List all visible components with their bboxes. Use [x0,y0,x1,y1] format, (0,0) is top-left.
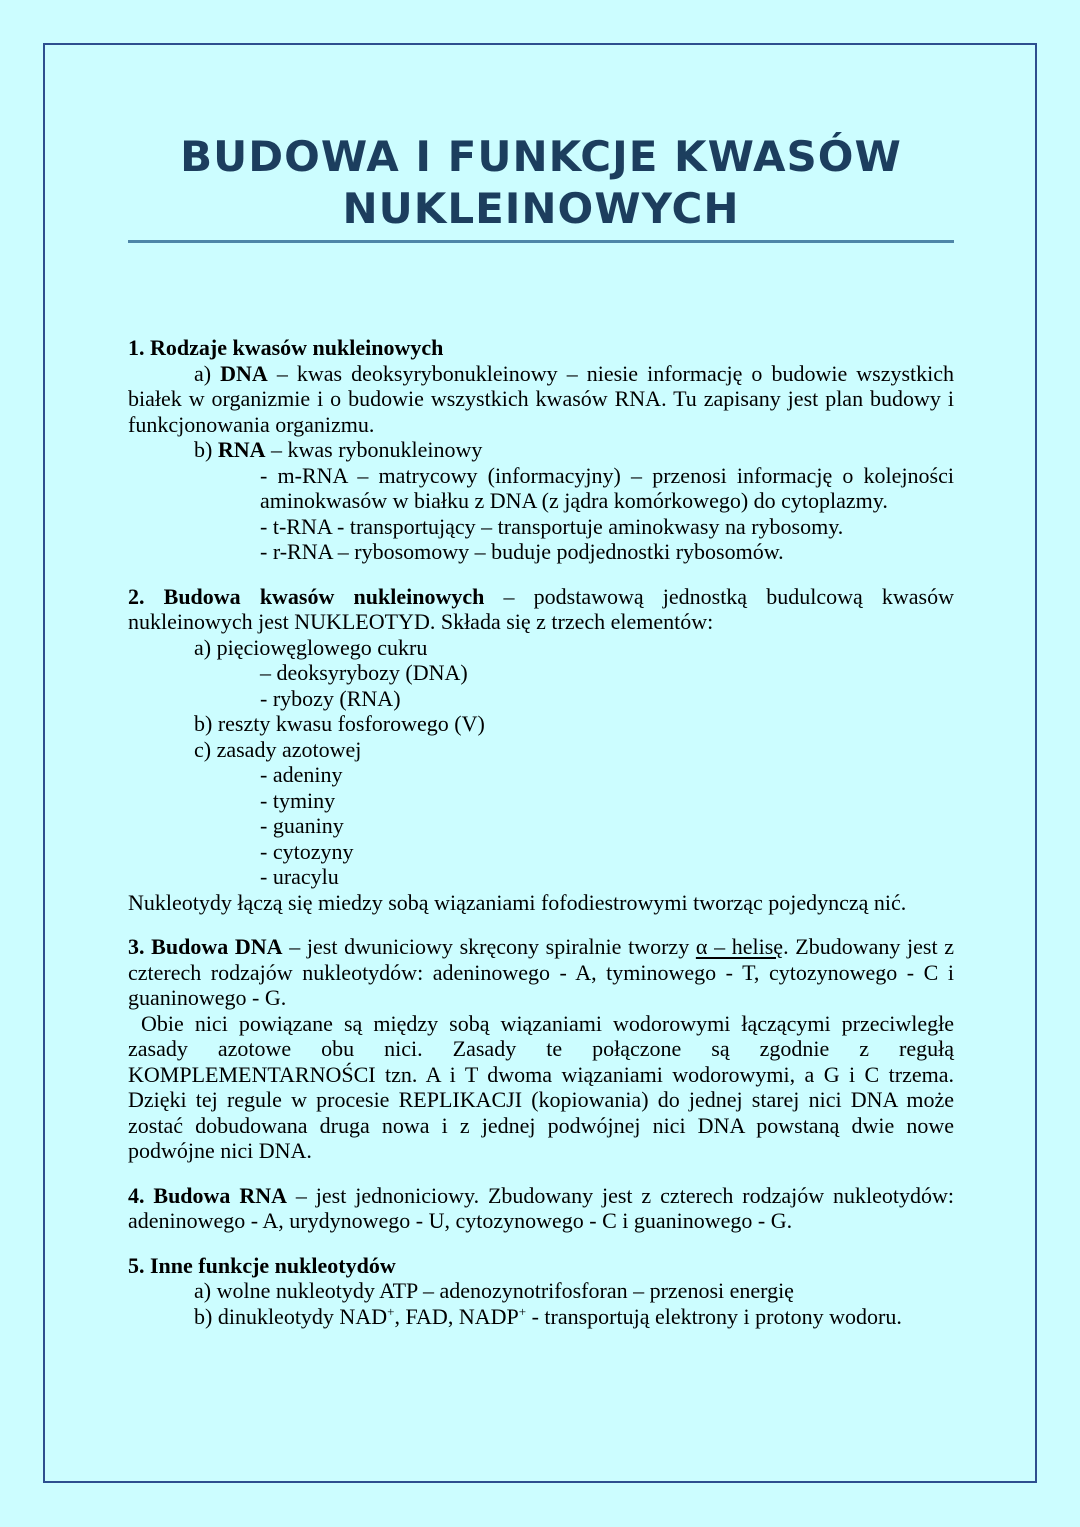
item-b-part-2: , FAD, NADP [394,1303,519,1329]
section-1 [128,335,954,565]
section-2-sub-adeniny: - adeniny [260,762,343,787]
section-3-heading-bold: 3. Budowa DNA [128,934,283,959]
page-border-frame [43,43,1037,1483]
item-b-part-3: - transportują elektrony i protony wodoru. [526,1303,902,1329]
document-title [128,131,954,235]
section-2-heading-bold: 2. Budowa kwasów nukleinowych [128,583,485,609]
section-2-sub-rybozy: - rybozy (RNA) [260,685,401,711]
section-4-heading-bold: 4. Budowa RNA [128,1182,287,1208]
section-2-sub-guaniny: - guaniny [260,813,344,838]
section-5-heading [128,1253,954,1279]
nadp-plus-superscript: + [518,1303,527,1319]
item-a-text: – kwas deoksyrybonukleinowy – niesie informację o budowie wszystkich białek w organizmie i o budowie wszystkich kwasów RNA. Tu zapisany jest plan budowy i funkcjonowania organizmu. [128,360,955,437]
section-5-heading-text: 5. Inne funkcje nukleotydów [128,1252,396,1278]
section-2-note: Nukleotydy łączą się miedzy sobą wiązaniami fofodiestrowymi tworząc pojedynczą nić. [128,889,907,915]
section-3 [128,934,954,1164]
section-1-heading-text: 1. Rodzaje kwasów nukleinowych [128,335,444,360]
section-5-item-b [194,1304,954,1330]
section-4 [128,1183,954,1234]
section-2-item-c: c) zasady azotowej [194,736,362,762]
section-3-alpha-helix-underlined: α – helisę [695,934,784,959]
section-4-paragraph [128,1183,954,1234]
title-underline-rule [128,240,954,243]
item-b-text: – kwas rybonukleinowy [265,437,483,462]
section-2-item-a: a) pięciowęglowego cukru [194,634,428,660]
section-5-item-a: a) wolne nukleotydy ATP – adenozynotrifosforan – przenosi energię [194,1278,794,1303]
section-3-paragraph-2: Obie nici powiązane są między sobą wiązaniami wodorowymi łączącymi przeciwległe zasady azotowe obu nici. Zasady te połączone są zgodnie z regułą KOMPLEMENTARNOŚCI tzn. A i T dwoma wiązaniami wodorowymi, a G i C trzema. Dzięki tej regule w procesie REPLIKACJI (kopiowania) do jednej starej nici DNA może zostać dobudowana druga nowa i z jednej podwójnej nici DNA powstaną dwie nowe podwójne nici DNA. [128,1010,954,1163]
section-2-sub-deoksyrybozy: – deoksyrybozy (DNA) [260,660,468,685]
section-3-text-1: – jest dwuniciowy skręcony spiralnie tworzy [282,934,696,959]
section-2-item-b: b) reszty kwasu fosforowego (V) [194,711,485,736]
section-1-heading [128,335,954,361]
section-2-sub-cytozyny: - cytozyny [260,838,354,864]
section-1-sub-rrna: - r-RNA – rybosomowy – buduje podjednostki rybosomów. [260,539,784,564]
section-2-heading-rest: – podstawową jednostką budulcową kwasów nukleinowych jest NUKLEOTYD. Składa się z trzech elementów: [128,583,954,634]
nad-plus-superscript: + [387,1303,395,1319]
title-line-2: NUKLEINOWYCH [342,184,740,233]
title-line-1: BUDOWA I FUNKCJE KWASÓW [180,132,902,181]
item-b-term-rna: RNA [217,437,266,462]
section-4-text: – jest jednoniciowy. Zbudowany jest z czterech rodzajów nukleotydów: adeninowego - A, urydynowego - U, cytozynowego - C i guaninowego - G. [128,1182,954,1233]
text-column [45,131,1035,1329]
item-b-label: b) [194,437,218,462]
section-2-sub-tyminy: - tyminy [260,787,336,813]
section-2-sub-uracylu: - uracylu [260,864,339,889]
item-b-part-1: b) dinukleotydy NAD [194,1303,388,1329]
section-1-item-a [128,361,954,438]
item-a-term-dna: DNA [220,360,268,386]
document-body [128,335,954,1329]
section-1-sub-mrna: - m-RNA – matrycowy (informacyjny) – przenosi informację o kolejności aminokwasów w białku z DNA (z jądra komórkowego) do cytoplazmy. [260,462,954,513]
section-5 [128,1253,954,1330]
item-a-label: a) [194,360,221,386]
section-3-text-2: . Zbudowany jest z czterech rodzajów nukleotydów: adeninowego - A, tyminowego - T, cytozynowego - C i guaninowego - G. [128,934,955,1010]
section-1-sub-trna: - t-RNA - transportujący – transportuje aminokwasy na rybosomy. [260,513,844,539]
section-2 [128,584,954,916]
section-1-item-b [128,437,954,463]
section-3-paragraph-1 [128,934,954,1011]
section-2-heading [128,584,954,635]
